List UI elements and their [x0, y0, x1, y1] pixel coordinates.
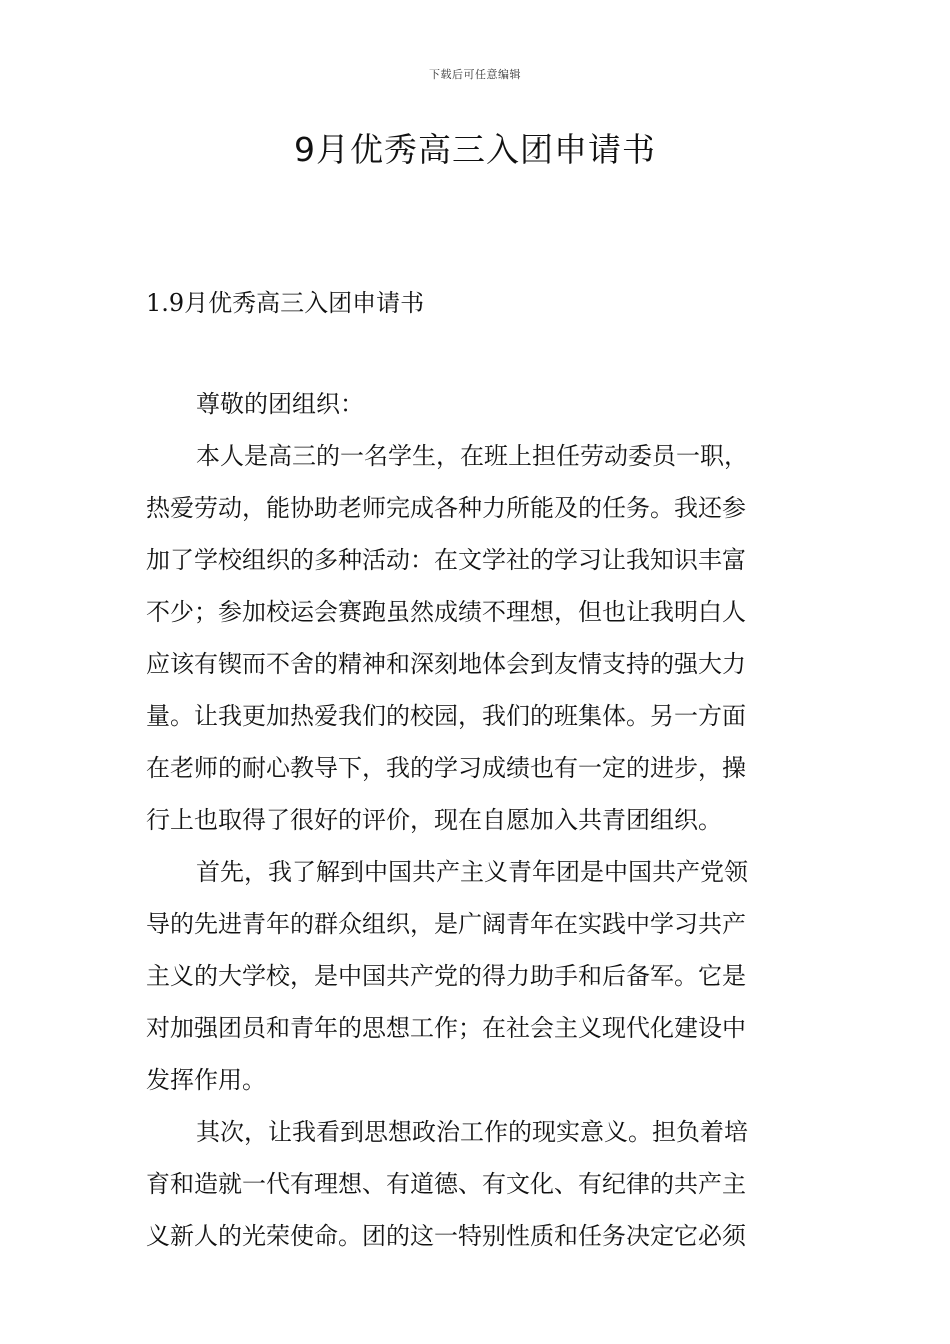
paragraph-2: [146, 846, 808, 1106]
salutation: 尊敬的团组织：: [196, 390, 364, 418]
paragraph-line: 首先，我了解到中国共产主义青年团是中国共产党领: [196, 858, 748, 886]
header-note: 下载后可任意编辑: [429, 68, 521, 81]
paragraph-line: 热爱劳动，能协助老师完成各种力所能及的任务。我还参: [146, 494, 746, 522]
paragraph-line: 本人是高三的一名学生，在班上担任劳动委员一职，: [196, 442, 748, 470]
paragraph-line: 其次，让我看到思想政治工作的现实意义。担负着培: [196, 1118, 748, 1146]
paragraph-line: 对加强团员和青年的思想工作；在社会主义现代化建设中: [146, 1014, 746, 1042]
paragraph-line: 发挥作用。: [146, 1066, 266, 1094]
paragraph-3: [146, 1106, 808, 1262]
paragraph-line: 导的先进青年的群众组织，是广阔青年在实践中学习共产: [146, 910, 746, 938]
paragraph-line: 应该有锲而不舍的精神和深刻地体会到友情支持的强大力: [146, 650, 746, 678]
document-title: 9月优秀高三入团申请书: [294, 130, 656, 169]
section-heading: 1.9月优秀高三入团申请书: [146, 289, 425, 317]
paragraph-line: 义新人的光荣使命。团的这一特别性质和任务决定它必须: [146, 1222, 746, 1250]
paragraph-1: [146, 430, 808, 846]
paragraph-line: 加了学校组织的多种活动：在文学社的学习让我知识丰富: [146, 546, 746, 574]
paragraph-line: 量。让我更加热爱我们的校园，我们的班集体。另一方面: [146, 702, 746, 730]
paragraph-line: 育和造就一代有理想、有道德、有文化、有纪律的共产主: [146, 1170, 746, 1198]
paragraph-line: 不少；参加校运会赛跑虽然成绩不理想，但也让我明白人: [146, 598, 746, 626]
paragraph-line: 主义的大学校，是中国共产党的得力助手和后备军。它是: [146, 962, 746, 990]
paragraph-line: 在老师的耐心教导下，我的学习成绩也有一定的进步，操: [146, 754, 746, 782]
document-body: [146, 378, 808, 1262]
paragraph-line: 行上也取得了很好的评价，现在自愿加入共青团组织。: [146, 806, 722, 834]
